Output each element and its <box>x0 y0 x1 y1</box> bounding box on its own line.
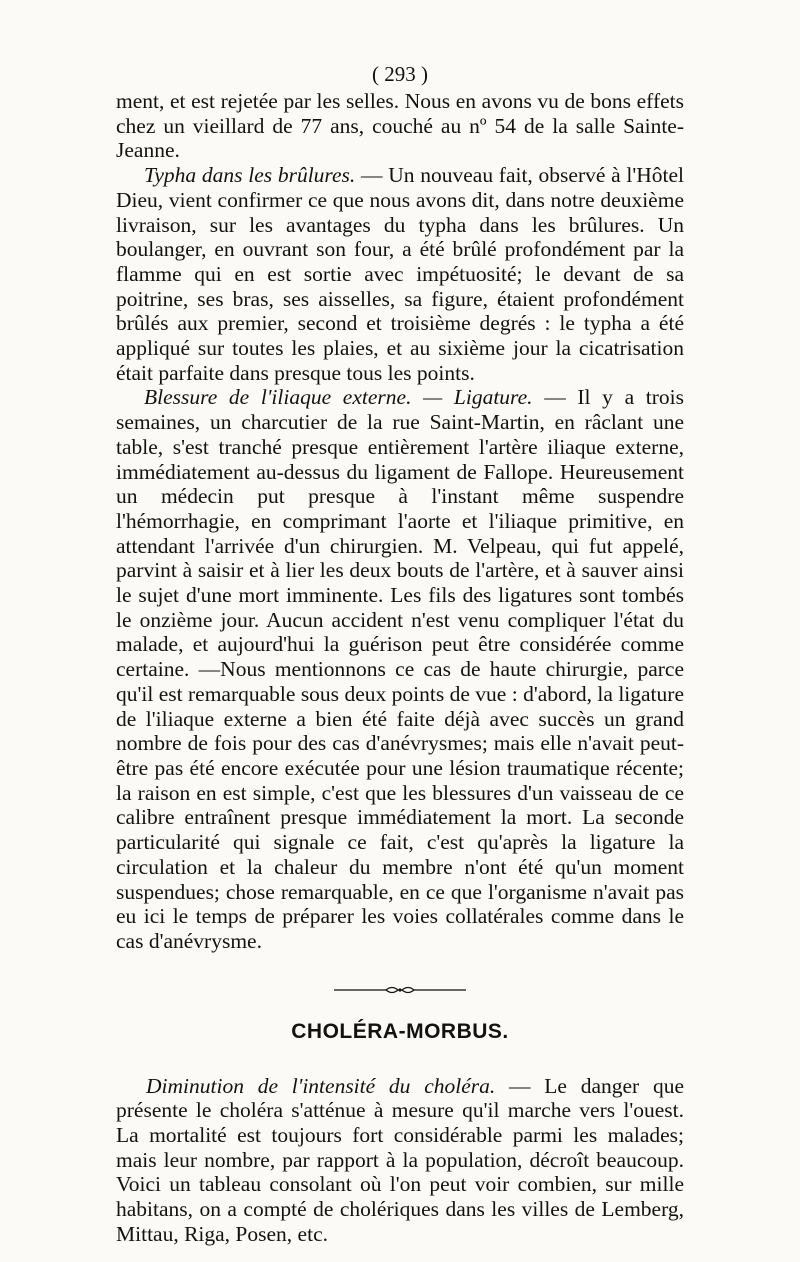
paragraph-heading: Diminution de l'intensité du choléra. <box>146 1073 496 1098</box>
paragraph-text: ment, et est rejetée par les selles. Nous en avons vu de bons effets chez un vieillard de 77 ans, couché au nº 54 de la salle Sainte-Jeanne. <box>116 89 684 163</box>
paragraph-text: — Le danger que présente le choléra s'atténue à mesure qu'il marche vers l'ouest. La mortalité est toujours fort considérable parmi les malades; mais leur nombre, par rapport à la population, décroît beaucoup. Voici un tableau consolant où l'on peut voir combien, sur mille habitans, on a compté de cholériques dans les villes de Lemberg, Mittau, Riga, Posen, etc. <box>116 1073 684 1246</box>
paragraph-text: — Un nouveau fait, observé à l'Hôtel Dieu, vient confirmer ce que nous avons dit, dans notre deuxième livraison, sur les avantages du typha dans les brûlures. Un boulanger, en ouvrant son four, a été brûlé profondément par la flamme qui en est sortie avec impétuosité; le devant de sa poitrine, ses bras, ses aisselles, sa figure, étaient profondément brûlés aux premier, second et troisième degrés : le typha a été appliqué sur toutes les plaies, et au sixième jour la cicatrisation était parfaite dans presque tous les points. <box>116 163 684 385</box>
paragraph-heading: Typha dans les brûlures. <box>144 163 356 188</box>
paragraph-iliaque <box>116 385 684 953</box>
page-number: ( 293 ) <box>372 62 428 86</box>
section-title: CHOLÉRA-MORBUS. <box>291 1019 509 1043</box>
paragraph-heading: Blessure de l'iliaque externe. — Ligature. <box>144 385 533 410</box>
ornamental-divider <box>334 984 466 996</box>
paragraph-cholera <box>116 1074 684 1247</box>
paragraph-typha <box>116 163 684 385</box>
paragraph-text: — Il y a trois semaines, un charcutier de la rue Saint-Martin, en râclant une table, s'est tranché presque entièrement l'artère iliaque externe, immédiatement au-dessus du ligament de Fallope. Heureusement un médecin put presque à l'instant même suspendre l'hémorrhagie, en comprimant l'aorte et l'iliaque primitive, en attendant l'arrivée d'un chirurgien. M. Velpeau, qui fut appelé, parvint à saisir et à lier les deux bouts de l'artère, et à sauver ainsi le sujet d'une mort imminente. Les fils des ligatures sont tombés le onzième jour. Aucun accident n'est venu compliquer l'état du malade, et aujourd'hui la guérison peut être considérée comme certaine. —Nous mentionnons ce cas de haute chirurgie, parce qu'il est remarquable sous deux points de vue : d'abord, la ligature de l'iliaque externe a bien été faite déjà avec succès un grand nombre de fois pour des cas d'anévrysmes; mais elle n'avait peut-être pas été encore exécutée pour une lésion traumatique récente; la raison en est simple, c'est que les blessures d'un vaisseau de ce calibre entraînent presque immédiatement la mort. La seconde particularité qui signale ce fait, c'est qu'après la ligature la circulation et la chaleur du membre n'ont été qu'un moment suspendues; chose remarquable, en ce que l'organisme n'avait pas eu ici le temps de préparer les voies collatérales comme dans le cas d'anévrysme. <box>116 385 684 953</box>
paragraph-continuation <box>116 89 684 163</box>
